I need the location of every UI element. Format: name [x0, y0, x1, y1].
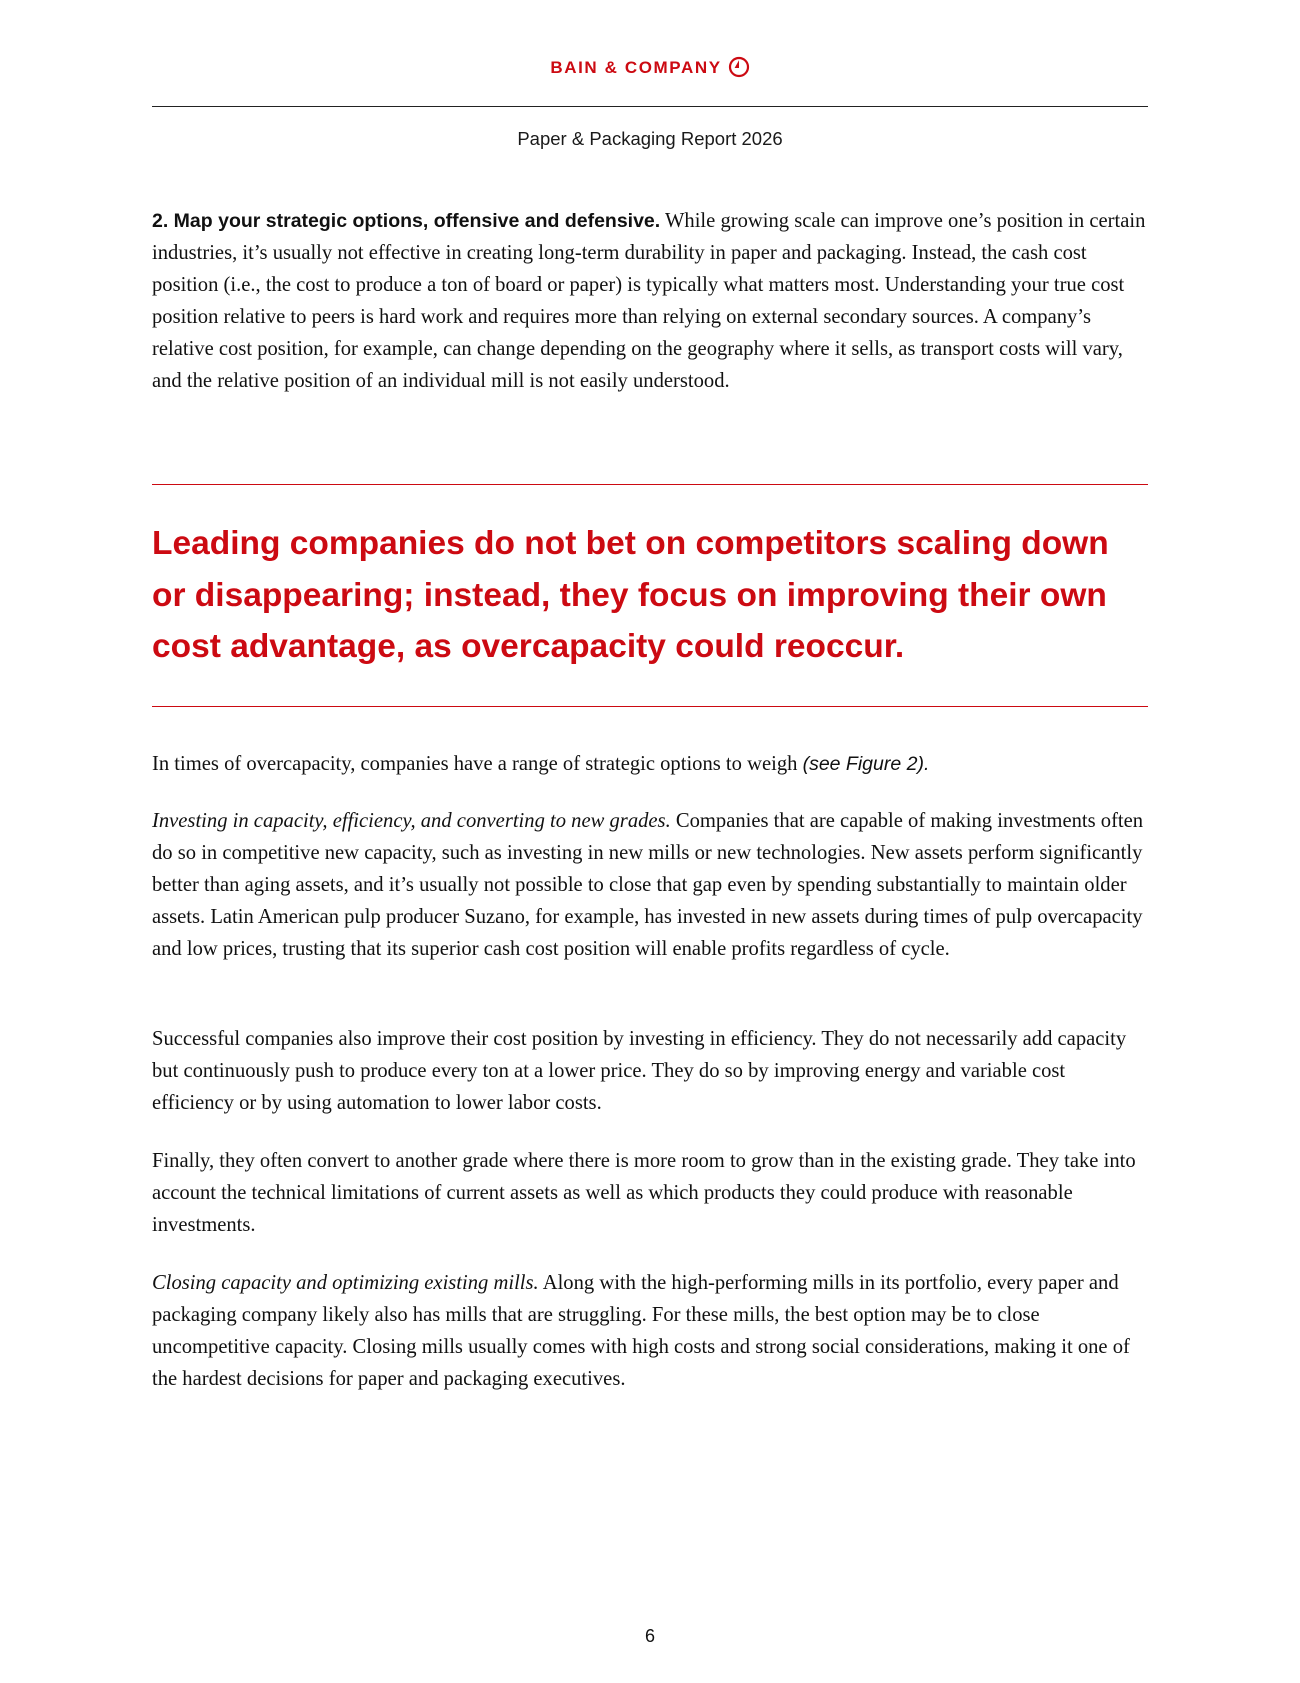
pullquote-top-divider [152, 484, 1148, 485]
pullquote-bottom-divider [152, 706, 1148, 707]
closing-paragraph [152, 1267, 1150, 1395]
closing-body: Along with the high-performing mills in its portfolio, every paper and packaging company likely also has mills that are struggling. For these mills, the best option may be to close uncompetitive capacity. Closing mills usually comes with high costs and strong social considerations, making it one of the hardest decisions for paper and packaging executives. [152, 1272, 1130, 1390]
investing-lead: Investing in capacity, efficiency, and converting to new grades. [152, 810, 671, 832]
brand-name: BAIN & COMPANY [550, 58, 722, 77]
bain-logo-icon [728, 56, 750, 78]
section-paragraph [152, 205, 1150, 397]
section-body: While growing scale can improve one’s position in certain industries, it’s usually not effective in creating long-term durability in paper and packaging. Instead, the cash cost position (i.e., the cost to produce a ton of board or paper) is typically what matters most. Understanding your true cost position relative to peers is hard work and requires more than relying on external secondary sources. A company’s relative cost position, for example, can change depending on the geography where it sells, as transport costs will vary, and the relative position of an individual mill is not easily understood. [152, 210, 1146, 392]
investing-body: Companies that are capable of making investments often do so in competitive new capacity, such as investing in new mills or new technologies. New assets perform significantly better than aging assets, and it’s usually not possible to close that gap even by spending substantially to maintain older assets. Latin American pulp producer Suzano, for example, has invested in new assets during times of pulp overcapacity and low prices, trusting that its superior cash cost position will enable profits regardless of cycle. [152, 810, 1144, 960]
pullquote: Leading companies do not bet on competitors scaling down or disappearing; instead, they focus on improving their own cost advantage, as overcapacity could reoccur. [152, 525, 1109, 665]
efficiency-paragraph: Successful companies also improve their cost position by investing in efficiency. They do not necessarily add capacity but continuously push to produce every ton at a lower price. They do so by improving energy and variable cost efficiency or by using automation to lower labor costs. [152, 1028, 1127, 1114]
brand-header [0, 56, 1300, 80]
intro-text: In times of overcapacity, companies have a range of strategic options to weigh [152, 753, 803, 775]
figure-reference: (see Figure 2). [802, 753, 930, 775]
convert-paragraph: Finally, they often convert to another grade where there is more room to grow than in the existing grade. They take into account the technical limitations of current assets as well as which products they could produce with reasonable investments. [152, 1150, 1136, 1236]
header-divider [152, 106, 1148, 107]
page-number: 6 [644, 1626, 655, 1646]
report-title: Paper & Packaging Report 2026 [517, 128, 783, 149]
intro-paragraph [152, 748, 1150, 780]
closing-lead: Closing capacity and optimizing existing mills. [152, 1272, 539, 1294]
section-lead: 2. Map your strategic options, offensive and defensive. [152, 210, 661, 232]
investing-paragraph [152, 805, 1150, 965]
